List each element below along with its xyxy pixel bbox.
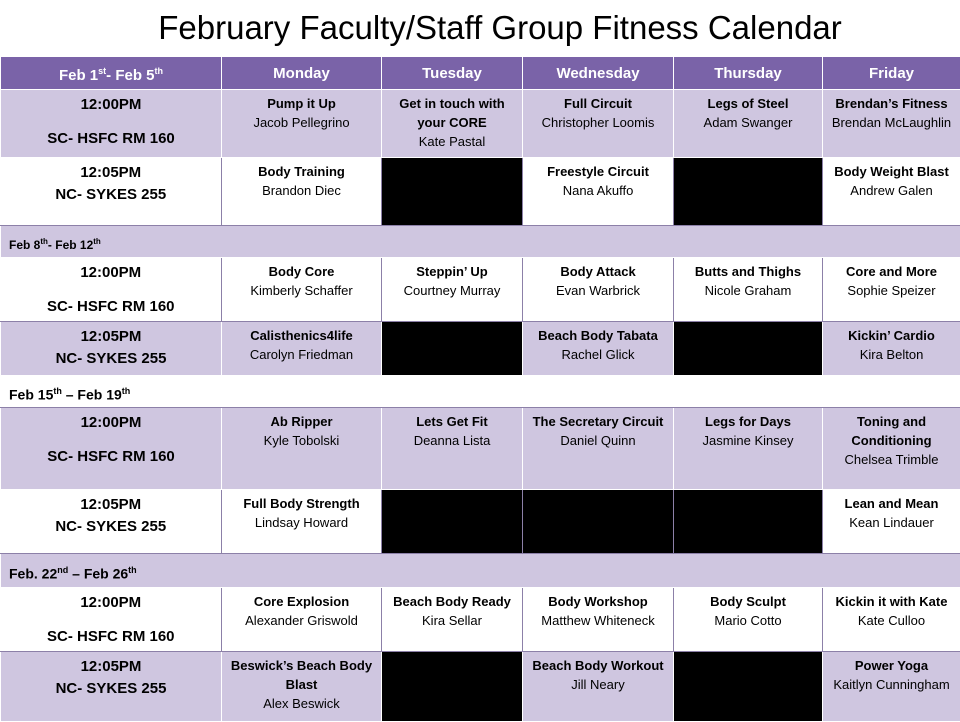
class-cell: Beswick’s Beach Body Blast Alex Beswick — [222, 652, 382, 722]
week-1-label: Feb 1st- Feb 5th — [1, 57, 222, 90]
time-slot: 12:00PM SC- HSFC RM 160 — [1, 258, 222, 322]
week-3-noon-row — [1, 408, 960, 490]
class-cell: Full Body Strength Lindsay Howard — [222, 490, 382, 554]
week-2-label-row — [1, 226, 960, 258]
class-cell: Beach Body Workout Jill Neary — [523, 652, 674, 722]
week-1-noon-row — [1, 90, 960, 158]
class-cell: Body Training Brandon Diec — [222, 158, 382, 226]
class-cell: Body Workshop Matthew Whiteneck — [523, 588, 674, 652]
day-header-monday: Monday — [222, 57, 382, 90]
week-2-label: Feb 8th- Feb 12th — [1, 226, 960, 258]
day-header-tuesday: Tuesday — [382, 57, 523, 90]
week-4-label-row — [1, 554, 960, 588]
no-class-cell — [674, 322, 823, 376]
no-class-cell — [382, 490, 523, 554]
class-cell: Brendan’s Fitness Brendan McLaughlin — [823, 90, 960, 158]
time-slot: 12:05PM NC- SYKES 255 — [1, 652, 222, 722]
time-slot: 12:00PM SC- HSFC RM 160 — [1, 588, 222, 652]
week-3-1205-row — [1, 490, 960, 554]
day-header-friday: Friday — [823, 57, 960, 90]
week-4-label: Feb. 22nd – Feb 26th — [1, 554, 960, 588]
class-cell: Pump it Up Jacob Pellegrino — [222, 90, 382, 158]
week-3-label: Feb 15th – Feb 19th — [1, 376, 960, 408]
class-cell: Legs of Steel Adam Swanger — [674, 90, 823, 158]
class-cell: Body Core Kimberly Schaffer — [222, 258, 382, 322]
no-class-cell — [382, 652, 523, 722]
class-cell: Beach Body Tabata Rachel Glick — [523, 322, 674, 376]
no-class-cell — [382, 158, 523, 226]
class-cell: Kickin it with Kate Kate Culloo — [823, 588, 960, 652]
week-1-1205-row — [1, 158, 960, 226]
class-cell: The Secretary Circuit Daniel Quinn — [523, 408, 674, 490]
class-cell: Get in touch with your CORE Kate Pastal — [382, 90, 523, 158]
week-2-noon-row — [1, 258, 960, 322]
no-class-cell — [674, 158, 823, 226]
class-cell: Lean and Mean Kean Lindauer — [823, 490, 960, 554]
day-header-thursday: Thursday — [674, 57, 823, 90]
class-cell: Legs for Days Jasmine Kinsey — [674, 408, 823, 490]
week-3-label-row — [1, 376, 960, 408]
week-4-1205-row — [1, 652, 960, 722]
no-class-cell — [674, 652, 823, 722]
time-slot: 12:05PM NC- SYKES 255 — [1, 158, 222, 226]
no-class-cell — [674, 490, 823, 554]
class-cell: Calisthenics4life Carolyn Friedman — [222, 322, 382, 376]
class-cell: Beach Body Ready Kira Sellar — [382, 588, 523, 652]
class-cell: Power Yoga Kaitlyn Cunningham — [823, 652, 960, 722]
week-2-1205-row — [1, 322, 960, 376]
week-4-noon-row — [1, 588, 960, 652]
class-cell: Freestyle Circuit Nana Akuffo — [523, 158, 674, 226]
class-cell: Ab Ripper Kyle Tobolski — [222, 408, 382, 490]
day-header-wednesday: Wednesday — [523, 57, 674, 90]
class-cell: Steppin’ Up Courtney Murray — [382, 258, 523, 322]
class-cell: Butts and Thighs Nicole Graham — [674, 258, 823, 322]
class-cell: Body Attack Evan Warbrick — [523, 258, 674, 322]
fitness-calendar-table — [0, 56, 960, 722]
time-slot: 12:05PM NC- SYKES 255 — [1, 490, 222, 554]
class-cell: Core and More Sophie Speizer — [823, 258, 960, 322]
no-class-cell — [523, 490, 674, 554]
no-class-cell — [382, 322, 523, 376]
class-cell: Body Sculpt Mario Cotto — [674, 588, 823, 652]
class-cell: Full Circuit Christopher Loomis — [523, 90, 674, 158]
class-cell: Toning and Conditioning Chelsea Trimble — [823, 408, 960, 490]
class-cell: Kickin’ Cardio Kira Belton — [823, 322, 960, 376]
page-title: February Faculty/Staff Group Fitness Calendar — [0, 8, 960, 48]
class-cell: Lets Get Fit Deanna Lista — [382, 408, 523, 490]
header-row — [1, 57, 960, 90]
time-slot: 12:00PM SC- HSFC RM 160 — [1, 90, 222, 158]
class-cell: Body Weight Blast Andrew Galen — [823, 158, 960, 226]
time-slot: 12:00PM SC- HSFC RM 160 — [1, 408, 222, 490]
time-slot: 12:05PM NC- SYKES 255 — [1, 322, 222, 376]
class-cell: Core Explosion Alexander Griswold — [222, 588, 382, 652]
